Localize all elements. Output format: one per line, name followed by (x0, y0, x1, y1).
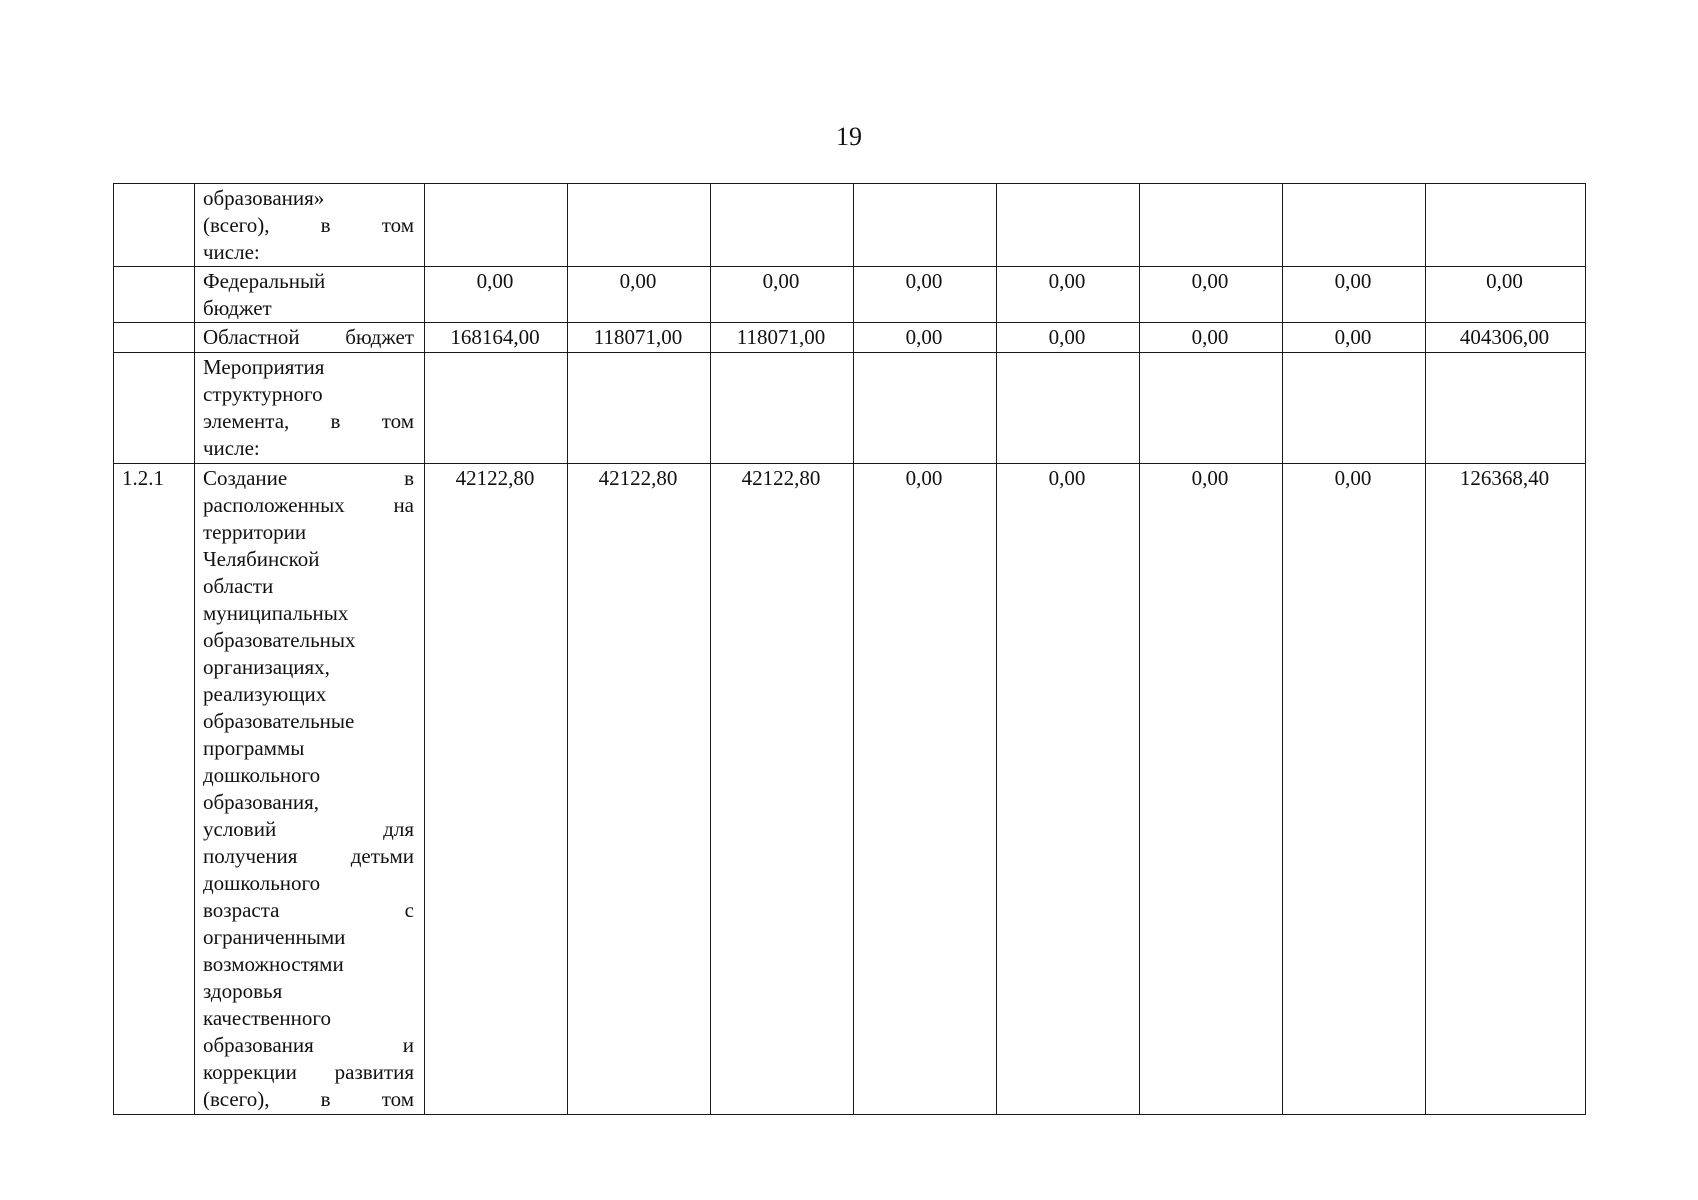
value-cell: 118071,00 (568, 323, 711, 353)
row-name-line (203, 897, 414, 924)
value-cell (711, 184, 854, 267)
name-word: в (320, 213, 331, 237)
name-word: развития (334, 1060, 414, 1084)
row-name-line: муниципальных (203, 601, 349, 625)
row-name-line: образования» (203, 186, 325, 210)
row-number-cell: 1.2.1 (114, 464, 195, 1115)
name-word: элемента, (203, 409, 290, 433)
row-name-line (203, 816, 414, 843)
name-word: и (402, 1033, 414, 1057)
name-word: расположенных (203, 493, 345, 517)
row-name-cell (195, 353, 425, 464)
name-word: для (383, 817, 414, 841)
name-word: получения (203, 844, 298, 868)
row-name-cell (195, 267, 425, 323)
row-name-line (203, 465, 414, 492)
name-word: в (320, 1087, 331, 1111)
name-word: том (381, 1087, 414, 1111)
value-cell (1140, 353, 1283, 464)
row-name-line: дошкольного (203, 871, 321, 895)
row-name-line: образовательных (203, 628, 356, 652)
row-number-cell (114, 353, 195, 464)
value-cell (425, 353, 568, 464)
name-word: условий (203, 817, 277, 841)
total-value-cell: 0,00 (1426, 267, 1586, 323)
name-word: Областной (203, 325, 300, 349)
name-word: бюджет (345, 325, 414, 349)
value-cell: 168164,00 (425, 323, 568, 353)
name-word: образования (203, 1033, 314, 1057)
row-name-line: ограниченными (203, 925, 346, 949)
value-cell (854, 353, 997, 464)
row-name-line: возможностями (203, 952, 344, 976)
row-name-line: числе: (203, 240, 260, 264)
table-row (114, 184, 1586, 267)
value-cell: 0,00 (997, 323, 1140, 353)
value-cell (568, 353, 711, 464)
row-name-line (203, 1032, 414, 1059)
row-name-line: области (203, 574, 274, 598)
value-cell (711, 353, 854, 464)
value-cell: 0,00 (854, 464, 997, 1115)
row-name-line: качественного (203, 1006, 331, 1030)
value-cell: 0,00 (568, 267, 711, 323)
table-row (114, 267, 1586, 323)
name-word: в (404, 466, 414, 490)
value-cell: 0,00 (854, 323, 997, 353)
value-cell (568, 184, 711, 267)
row-name-line: образовательные (203, 709, 355, 733)
name-word: (всего), (203, 1087, 270, 1111)
row-name-line: дошкольного (203, 763, 321, 787)
budget-table (113, 183, 1586, 1115)
value-cell (997, 353, 1140, 464)
value-cell: 0,00 (854, 267, 997, 323)
row-number-cell (114, 267, 195, 323)
value-cell: 0,00 (997, 267, 1140, 323)
name-word: Создание (203, 466, 288, 490)
value-cell: 0,00 (1140, 464, 1283, 1115)
value-cell: 118071,00 (711, 323, 854, 353)
row-name-line: организациях, (203, 655, 330, 679)
value-cell (997, 184, 1140, 267)
value-cell: 0,00 (1140, 267, 1283, 323)
value-cell: 42122,80 (711, 464, 854, 1115)
value-cell (1140, 184, 1283, 267)
name-word: том (381, 213, 414, 237)
row-name-cell (195, 464, 425, 1115)
row-name-line: структурного (203, 382, 323, 406)
row-name-line: Челябинской (203, 547, 320, 571)
row-name-line (203, 1059, 414, 1086)
row-name-line: территории (203, 520, 307, 544)
page-number: 19 (836, 122, 862, 151)
value-cell (1283, 353, 1426, 464)
value-cell (425, 184, 568, 267)
row-name-cell (195, 184, 425, 267)
row-name-line: числе: (203, 436, 260, 460)
table-row (114, 323, 1586, 353)
row-name-line (203, 324, 414, 351)
value-cell (854, 184, 997, 267)
row-number-cell (114, 184, 195, 267)
row-name-line (203, 843, 414, 870)
value-cell: 0,00 (1283, 267, 1426, 323)
value-cell: 0,00 (997, 464, 1140, 1115)
value-cell: 42122,80 (568, 464, 711, 1115)
total-value-cell (1426, 353, 1586, 464)
row-name-line (203, 492, 414, 519)
value-cell: 0,00 (1140, 323, 1283, 353)
table-row (114, 464, 1586, 1115)
row-name-cell (195, 323, 425, 353)
row-name-line: Мероприятия (203, 355, 325, 379)
value-cell (1283, 184, 1426, 267)
row-name-line: бюджет (203, 296, 272, 320)
row-name-line (203, 1086, 414, 1113)
row-name-line: программы (203, 736, 305, 760)
value-cell: 0,00 (711, 267, 854, 323)
row-number-cell (114, 323, 195, 353)
name-word: с (404, 898, 414, 922)
name-word: в (330, 409, 341, 433)
row-name-line: образования, (203, 790, 320, 814)
value-cell: 0,00 (425, 267, 568, 323)
row-name-line: здоровья (203, 979, 283, 1003)
row-name-line (203, 408, 414, 435)
value-cell: 0,00 (1283, 464, 1426, 1115)
value-cell: 0,00 (1283, 323, 1426, 353)
name-word: детьми (350, 844, 414, 868)
row-name-line: реализующих (203, 682, 327, 706)
name-word: коррекции (203, 1060, 297, 1084)
total-value-cell: 404306,00 (1426, 323, 1586, 353)
total-value-cell (1426, 184, 1586, 267)
total-value-cell: 126368,40 (1426, 464, 1586, 1115)
name-word: возраста (203, 898, 280, 922)
name-word: (всего), (203, 213, 270, 237)
value-cell: 42122,80 (425, 464, 568, 1115)
name-word: на (393, 493, 414, 517)
table-row (114, 353, 1586, 464)
name-word: том (381, 409, 414, 433)
row-name-line: Федеральный (203, 269, 326, 293)
row-name-line (203, 212, 414, 239)
